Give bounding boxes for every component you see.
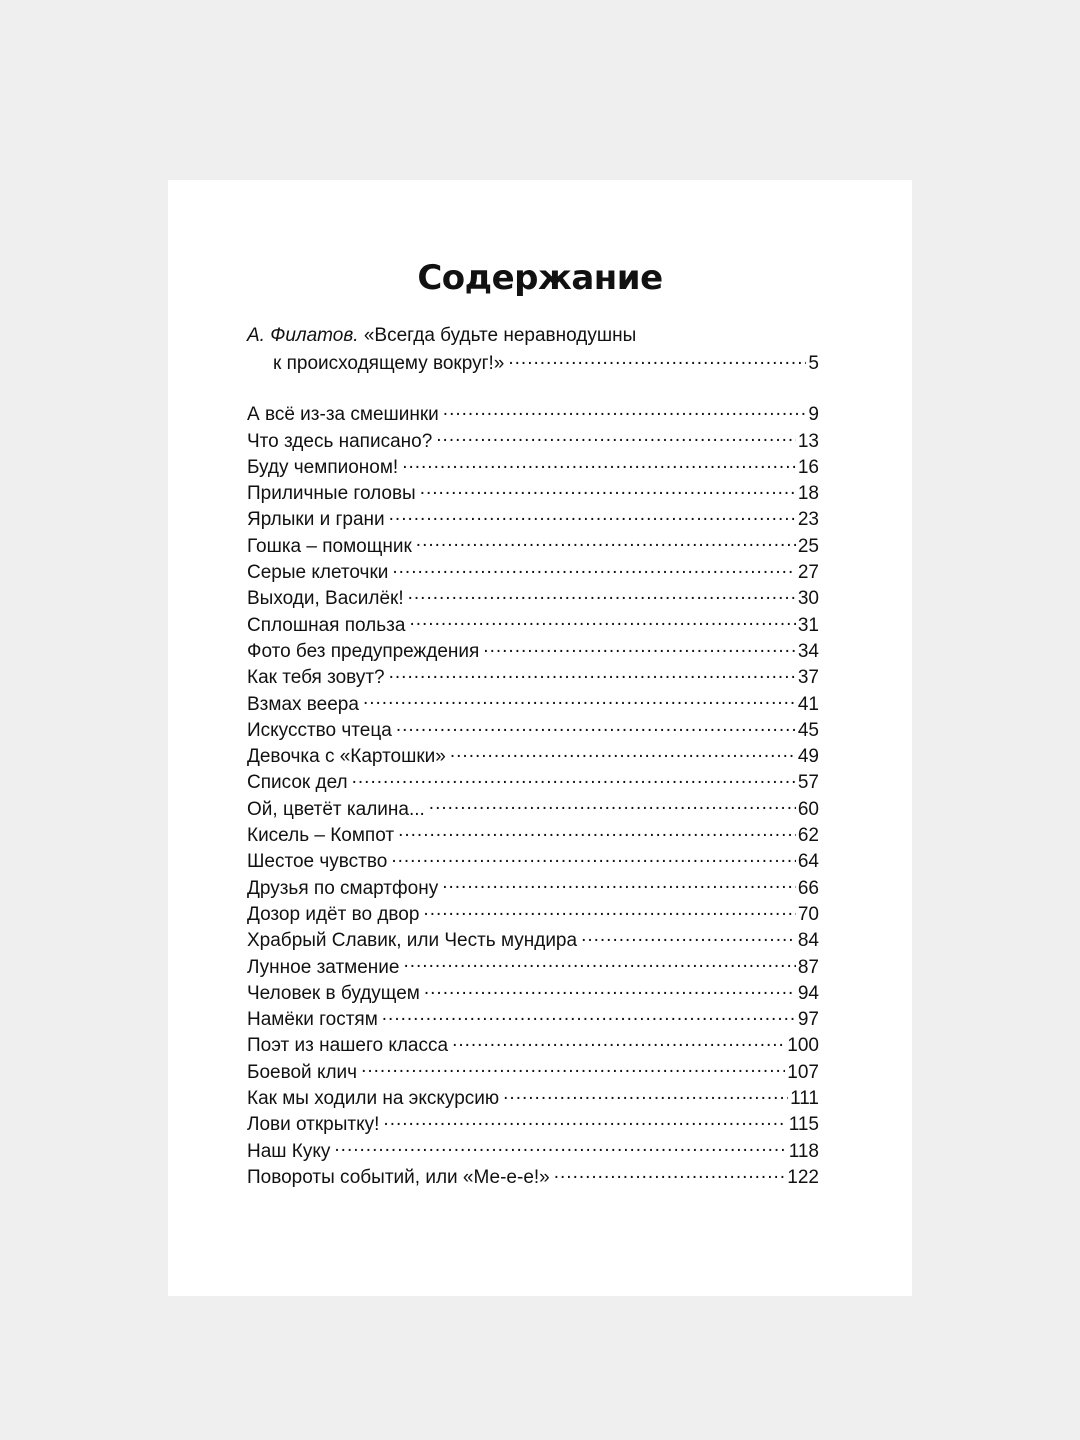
toc-entry xyxy=(247,1164,819,1190)
toc-entry-title: Наш Куку xyxy=(247,1140,331,1162)
intro-page-number: 5 xyxy=(808,353,819,374)
toc-entry xyxy=(247,559,819,585)
dot-leader xyxy=(452,1032,785,1051)
toc-entry-page: 30 xyxy=(797,588,819,610)
toc-entry-page: 34 xyxy=(797,640,819,662)
toc-entry xyxy=(247,717,819,743)
toc-entry-title: Боевой клич xyxy=(247,1061,358,1083)
toc-entry-page: 18 xyxy=(797,483,819,505)
toc-entry-title: Сплошная польза xyxy=(247,614,406,636)
toc-entry-page: 9 xyxy=(808,404,819,426)
toc-entry-page: 41 xyxy=(797,693,819,715)
toc-entry-page: 31 xyxy=(797,614,819,636)
toc-entry-title: Шестое чувство xyxy=(247,851,388,873)
dot-leader xyxy=(503,1085,788,1104)
toc-entry xyxy=(247,901,819,927)
toc-entry-title: Намёки гостям xyxy=(247,1009,378,1031)
toc-entry xyxy=(247,480,819,506)
toc-entry-title: Как тебя зовут? xyxy=(247,667,385,689)
dot-leader xyxy=(391,848,796,867)
toc-entry-title: Как мы ходили на экскурсию xyxy=(247,1088,500,1110)
dot-leader xyxy=(436,428,796,447)
dot-leader xyxy=(402,454,796,473)
toc-entry-title: Фото без предупреждения xyxy=(247,640,480,662)
dot-leader xyxy=(483,638,796,657)
dot-leader xyxy=(581,927,796,946)
toc-entry-title: Приличные головы xyxy=(247,483,416,505)
dot-leader xyxy=(396,717,796,736)
toc-entry-page: 84 xyxy=(797,930,819,952)
toc-entry-title: Искусство чтеца xyxy=(247,719,392,741)
toc-entry xyxy=(247,743,819,769)
toc-entry-title: Друзья по смартфону xyxy=(247,877,439,899)
dot-leader xyxy=(408,585,796,604)
toc-entry xyxy=(247,822,819,848)
toc-entry xyxy=(247,927,819,953)
toc-entry-page: 25 xyxy=(797,535,819,557)
toc-entry-title: Повороты событий, или «Ме-е-е!» xyxy=(247,1166,550,1188)
toc-entry xyxy=(247,1059,819,1085)
toc-entry-title: Поэт из нашего класса xyxy=(247,1035,449,1057)
toc-entry xyxy=(247,1138,819,1164)
dot-leader xyxy=(420,480,796,499)
toc-entry xyxy=(247,875,819,901)
dot-leader xyxy=(383,1111,786,1130)
dot-leader xyxy=(389,506,796,525)
dot-leader xyxy=(334,1138,786,1157)
toc-entry-title: Буду чемпионом! xyxy=(247,456,399,478)
dot-leader xyxy=(554,1164,786,1183)
toc-entry-title: А всё из-за смешинки xyxy=(247,404,439,426)
toc-entry-title: Девочка с «Картошки» xyxy=(247,746,446,768)
toc-entry xyxy=(247,980,819,1006)
toc-entry-page: 62 xyxy=(797,825,819,847)
toc-entry-page: 70 xyxy=(797,903,819,925)
toc-entry-page: 45 xyxy=(797,719,819,741)
dot-leader xyxy=(392,559,795,578)
toc-entry xyxy=(247,585,819,611)
dot-leader xyxy=(403,954,795,973)
toc-entry-title: Лунное затмение xyxy=(247,956,400,978)
dot-leader xyxy=(429,796,796,815)
toc-entry-page: 111 xyxy=(790,1088,819,1110)
intro-author: А. Филатов. xyxy=(247,325,359,346)
dot-leader xyxy=(382,1006,796,1025)
toc-entry xyxy=(247,454,819,480)
toc-entry-page: 100 xyxy=(787,1035,819,1057)
dot-leader xyxy=(363,691,796,710)
toc-entry-page: 16 xyxy=(797,456,819,478)
page-title: Содержание xyxy=(417,258,663,298)
toc-entry-page: 118 xyxy=(788,1140,819,1162)
toc-entry xyxy=(247,769,819,795)
toc-entry-title: Человек в будущем xyxy=(247,982,420,1004)
toc-entry xyxy=(247,1006,819,1032)
toc-entry-page: 97 xyxy=(797,1009,819,1031)
toc-entry xyxy=(247,664,819,690)
toc-entry-page: 87 xyxy=(797,956,819,978)
toc-entry-page: 49 xyxy=(797,746,819,768)
toc-entry xyxy=(247,954,819,980)
dot-leader xyxy=(352,769,796,788)
toc-entry-page: 27 xyxy=(797,562,819,584)
toc-entry-title: Серые клеточки xyxy=(247,562,389,584)
toc-entry xyxy=(247,533,819,559)
toc-entry-page: 60 xyxy=(797,798,819,820)
toc-entry-title: Ой, цветёт калина... xyxy=(247,798,425,820)
toc-entry-title: Взмах веера xyxy=(247,693,359,715)
intro-title-line2: к происходящему вокруг!» xyxy=(273,353,505,374)
dot-leader xyxy=(442,875,796,894)
toc-entry xyxy=(247,1111,819,1137)
toc-entry xyxy=(247,401,819,427)
dot-leader xyxy=(423,901,795,920)
dot-leader xyxy=(508,350,806,369)
toc-entry-page: 23 xyxy=(797,509,819,531)
dot-leader xyxy=(389,664,796,683)
toc-entry xyxy=(247,638,819,664)
toc-entry-page: 37 xyxy=(797,667,819,689)
table-of-contents xyxy=(247,322,819,1190)
toc-entry-page: 64 xyxy=(797,851,819,873)
dot-leader xyxy=(409,612,795,631)
dot-leader xyxy=(361,1059,785,1078)
toc-entry xyxy=(247,428,819,454)
toc-entry-title: Список дел xyxy=(247,772,348,794)
toc-entry-title: Гошка – помощник xyxy=(247,535,412,557)
toc-entry-title: Лови открытку! xyxy=(247,1114,380,1136)
toc-entry-title: Храбрый Славик, или Честь мундира xyxy=(247,930,578,952)
toc-entries xyxy=(247,401,819,1190)
toc-entry-title: Ярлыки и грани xyxy=(247,509,385,531)
dot-leader xyxy=(450,743,796,762)
toc-entry-title: Кисель – Компот xyxy=(247,825,395,847)
intro-entry-line1 xyxy=(247,322,819,350)
toc-entry-page: 94 xyxy=(797,982,819,1004)
toc-entry xyxy=(247,506,819,532)
dot-leader xyxy=(416,533,796,552)
toc-entry xyxy=(247,612,819,638)
toc-entry-title: Выходи, Василёк! xyxy=(247,588,404,610)
section-gap xyxy=(247,376,819,401)
toc-entry xyxy=(247,691,819,717)
dot-leader xyxy=(424,980,796,999)
toc-entry-title: Что здесь написано? xyxy=(247,430,433,452)
toc-entry-page: 57 xyxy=(797,772,819,794)
toc-entry-title: Дозор идёт во двор xyxy=(247,903,420,925)
dot-leader xyxy=(443,401,807,420)
toc-entry-page: 107 xyxy=(787,1061,819,1083)
toc-entry xyxy=(247,796,819,822)
book-page xyxy=(168,180,912,1296)
toc-entry-page: 66 xyxy=(797,877,819,899)
toc-entry-page: 115 xyxy=(788,1114,819,1136)
toc-entry xyxy=(247,848,819,874)
intro-title-line1: «Всегда будьте неравнодушны xyxy=(363,325,637,346)
dot-leader xyxy=(398,822,796,841)
toc-entry xyxy=(247,1032,819,1058)
toc-entry xyxy=(247,1085,819,1111)
toc-entry-page: 13 xyxy=(797,430,819,452)
intro-entry-line2 xyxy=(247,350,819,376)
toc-entry-page: 122 xyxy=(787,1166,819,1188)
